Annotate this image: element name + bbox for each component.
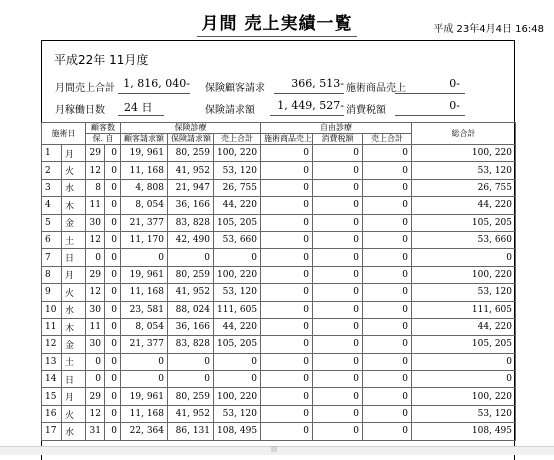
cell-insurance-billing: 83, 828 bbox=[168, 336, 214, 353]
cell-insurance-billing: 80, 259 bbox=[168, 388, 214, 405]
header-grand-total: 総合計 bbox=[412, 123, 516, 145]
cell-grand-total: 53, 120 bbox=[412, 405, 516, 422]
cell-free-subtotal: 0 bbox=[363, 162, 412, 179]
cell-insured-customers: 29 bbox=[86, 388, 105, 405]
cell-insurance-subtotal: 108, 495 bbox=[214, 423, 261, 440]
cell-grand-total: 0 bbox=[412, 371, 516, 388]
cell-grand-total: 100, 220 bbox=[412, 266, 516, 283]
cell-free-customers: 0 bbox=[105, 353, 121, 370]
cell-weekday: 火 bbox=[62, 284, 86, 301]
cell-grand-total: 108, 495 bbox=[412, 423, 516, 440]
consumption-tax-value: 0- bbox=[449, 99, 460, 112]
table-row bbox=[42, 423, 516, 440]
cell-day: 15 bbox=[42, 388, 62, 405]
cell-insurance-subtotal: 0 bbox=[214, 371, 261, 388]
cell-free-customers: 0 bbox=[105, 214, 121, 231]
cell-insured-customers: 12 bbox=[86, 284, 105, 301]
header-consumption-tax: 消費税額 bbox=[313, 134, 363, 145]
table-body bbox=[42, 145, 516, 441]
cell-customer-billing: 19, 961 bbox=[121, 388, 168, 405]
cell-consumption-tax: 0 bbox=[313, 197, 363, 214]
cell-treatment-goods: 0 bbox=[261, 179, 313, 196]
cell-customer-billing: 11, 168 bbox=[121, 162, 168, 179]
monthly-sales-underline bbox=[118, 93, 190, 94]
cell-consumption-tax: 0 bbox=[313, 214, 363, 231]
table-row bbox=[42, 214, 516, 231]
consumption-tax-label: 消費税額 bbox=[346, 105, 386, 116]
cell-grand-total: 111, 605 bbox=[412, 301, 516, 318]
cell-treatment-goods: 0 bbox=[261, 284, 313, 301]
insurance-customer-label: 保険顧客請求 bbox=[205, 83, 265, 94]
cell-day: 3 bbox=[42, 179, 62, 196]
cell-customer-billing: 4, 808 bbox=[121, 179, 168, 196]
cell-insurance-subtotal: 53, 660 bbox=[214, 231, 261, 248]
cell-grand-total: 53, 120 bbox=[412, 162, 516, 179]
cell-grand-total: 100, 220 bbox=[412, 145, 516, 162]
cell-insurance-subtotal: 100, 220 bbox=[214, 266, 261, 283]
table-row bbox=[42, 197, 516, 214]
cell-insured-customers: 31 bbox=[86, 423, 105, 440]
cell-insurance-billing: 41, 952 bbox=[168, 284, 214, 301]
cell-day: 4 bbox=[42, 197, 62, 214]
cell-day: 16 bbox=[42, 405, 62, 422]
cell-day: 2 bbox=[42, 162, 62, 179]
cell-consumption-tax: 0 bbox=[313, 231, 363, 248]
cell-consumption-tax: 0 bbox=[313, 423, 363, 440]
monthly-sales-value: 1, 816, 040- bbox=[123, 77, 190, 90]
cell-free-subtotal: 0 bbox=[363, 266, 412, 283]
cell-day: 13 bbox=[42, 353, 62, 370]
cell-insurance-subtotal: 105, 205 bbox=[214, 214, 261, 231]
cell-insurance-billing: 86, 131 bbox=[168, 423, 214, 440]
cell-consumption-tax: 0 bbox=[313, 249, 363, 266]
cell-insured-customers: 0 bbox=[86, 371, 105, 388]
cell-insurance-billing: 83, 828 bbox=[168, 214, 214, 231]
cell-day: 10 bbox=[42, 301, 62, 318]
scrollbar-grip-icon: ||| bbox=[271, 446, 278, 453]
cell-grand-total: 26, 755 bbox=[412, 179, 516, 196]
cell-treatment-goods: 0 bbox=[261, 214, 313, 231]
header-insurance-billing: 保険請求額 bbox=[168, 134, 214, 145]
cell-free-customers: 0 bbox=[105, 318, 121, 335]
cell-insured-customers: 30 bbox=[86, 214, 105, 231]
cell-weekday: 木 bbox=[62, 197, 86, 214]
cell-customer-billing: 0 bbox=[121, 249, 168, 266]
cell-day: 1 bbox=[42, 145, 62, 162]
header-day: 施術日 bbox=[42, 123, 86, 145]
cell-insured-customers: 12 bbox=[86, 405, 105, 422]
cell-insurance-billing: 0 bbox=[168, 353, 214, 370]
cell-treatment-goods: 0 bbox=[261, 145, 313, 162]
cell-insurance-billing: 41, 952 bbox=[168, 162, 214, 179]
cell-weekday: 水 bbox=[62, 301, 86, 318]
cell-free-customers: 0 bbox=[105, 371, 121, 388]
cell-treatment-goods: 0 bbox=[261, 336, 313, 353]
working-days-value: 24 日 bbox=[124, 101, 153, 114]
cell-customer-billing: 11, 168 bbox=[121, 284, 168, 301]
title-underline bbox=[197, 36, 357, 37]
cell-grand-total: 100, 220 bbox=[412, 388, 516, 405]
cell-weekday: 火 bbox=[62, 405, 86, 422]
cell-free-subtotal: 0 bbox=[363, 284, 412, 301]
cell-free-customers: 0 bbox=[105, 301, 121, 318]
table-row bbox=[42, 371, 516, 388]
cell-consumption-tax: 0 bbox=[313, 301, 363, 318]
cell-weekday: 月 bbox=[62, 388, 86, 405]
cell-insurance-billing: 80, 259 bbox=[168, 145, 214, 162]
cell-customer-billing: 21, 377 bbox=[121, 336, 168, 353]
cell-customer-billing: 19, 961 bbox=[121, 145, 168, 162]
cell-free-customers: 0 bbox=[105, 162, 121, 179]
cell-insurance-subtotal: 53, 120 bbox=[214, 284, 261, 301]
cell-consumption-tax: 0 bbox=[313, 405, 363, 422]
cell-treatment-goods: 0 bbox=[261, 318, 313, 335]
cell-free-customers: 0 bbox=[105, 336, 121, 353]
table-row bbox=[42, 266, 516, 283]
cell-free-subtotal: 0 bbox=[363, 301, 412, 318]
cell-free-customers: 0 bbox=[105, 197, 121, 214]
report-title: 月間 売上実績一覧 bbox=[201, 14, 353, 34]
cell-free-subtotal: 0 bbox=[363, 318, 412, 335]
table-row bbox=[42, 318, 516, 335]
table-row bbox=[42, 249, 516, 266]
cell-insurance-billing: 41, 952 bbox=[168, 405, 214, 422]
cell-weekday: 土 bbox=[62, 353, 86, 370]
cell-grand-total: 53, 660 bbox=[412, 231, 516, 248]
cell-free-subtotal: 0 bbox=[363, 197, 412, 214]
insurance-customer-value: 366, 513- bbox=[291, 77, 344, 90]
cell-treatment-goods: 0 bbox=[261, 353, 313, 370]
cell-insurance-billing: 36, 166 bbox=[168, 197, 214, 214]
cell-insured-customers: 30 bbox=[86, 301, 105, 318]
cell-free-customers: 0 bbox=[105, 388, 121, 405]
cell-grand-total: 53, 120 bbox=[412, 284, 516, 301]
header-insurance-group: 保険診療 bbox=[121, 123, 261, 134]
cell-free-subtotal: 0 bbox=[363, 249, 412, 266]
cell-free-subtotal: 0 bbox=[363, 423, 412, 440]
cell-customer-billing: 19, 961 bbox=[121, 266, 168, 283]
cell-day: 7 bbox=[42, 249, 62, 266]
cell-insurance-billing: 88, 024 bbox=[168, 301, 214, 318]
cell-weekday: 火 bbox=[62, 162, 86, 179]
cell-day: 12 bbox=[42, 336, 62, 353]
cell-day: 11 bbox=[42, 318, 62, 335]
cell-treatment-goods: 0 bbox=[261, 162, 313, 179]
cell-grand-total: 0 bbox=[412, 353, 516, 370]
cell-grand-total: 105, 205 bbox=[412, 214, 516, 231]
cell-insurance-subtotal: 44, 220 bbox=[214, 318, 261, 335]
cell-insurance-subtotal: 100, 220 bbox=[214, 388, 261, 405]
cell-customer-billing: 0 bbox=[121, 371, 168, 388]
cell-weekday: 日 bbox=[62, 371, 86, 388]
cell-treatment-goods: 0 bbox=[261, 249, 313, 266]
cell-consumption-tax: 0 bbox=[313, 179, 363, 196]
cell-consumption-tax: 0 bbox=[313, 145, 363, 162]
cell-insurance-subtotal: 26, 755 bbox=[214, 179, 261, 196]
cell-free-subtotal: 0 bbox=[363, 371, 412, 388]
cell-free-customers: 0 bbox=[105, 405, 121, 422]
working-days-underline bbox=[118, 115, 164, 116]
cell-insured-customers: 11 bbox=[86, 318, 105, 335]
cell-consumption-tax: 0 bbox=[313, 318, 363, 335]
table-row bbox=[42, 145, 516, 162]
cell-insurance-billing: 21, 947 bbox=[168, 179, 214, 196]
table-row bbox=[42, 405, 516, 422]
cell-grand-total: 44, 220 bbox=[412, 318, 516, 335]
cell-insured-customers: 30 bbox=[86, 336, 105, 353]
treatment-goods-underline bbox=[395, 93, 465, 94]
cell-insurance-billing: 0 bbox=[168, 371, 214, 388]
cell-grand-total: 105, 205 bbox=[412, 336, 516, 353]
cell-free-subtotal: 0 bbox=[363, 145, 412, 162]
table-row bbox=[42, 336, 516, 353]
cell-insured-customers: 29 bbox=[86, 266, 105, 283]
cell-customer-billing: 22, 364 bbox=[121, 423, 168, 440]
cell-insured-customers: 0 bbox=[86, 249, 105, 266]
daily-sales-table bbox=[41, 122, 516, 441]
monthly-sales-label: 月間売上合計 bbox=[55, 83, 115, 94]
cell-insurance-subtotal: 0 bbox=[214, 353, 261, 370]
cell-free-customers: 0 bbox=[105, 266, 121, 283]
cell-treatment-goods: 0 bbox=[261, 371, 313, 388]
cell-customer-billing: 8, 054 bbox=[121, 197, 168, 214]
cell-insurance-billing: 42, 490 bbox=[168, 231, 214, 248]
cell-insurance-billing: 80, 259 bbox=[168, 266, 214, 283]
cell-consumption-tax: 0 bbox=[313, 266, 363, 283]
cell-insured-customers: 8 bbox=[86, 179, 105, 196]
cell-weekday: 月 bbox=[62, 145, 86, 162]
header-row-top bbox=[42, 123, 516, 134]
cell-treatment-goods: 0 bbox=[261, 266, 313, 283]
cell-customer-billing: 8, 054 bbox=[121, 318, 168, 335]
cell-customer-billing: 21, 377 bbox=[121, 214, 168, 231]
cell-insurance-billing: 0 bbox=[168, 249, 214, 266]
cell-customer-billing: 0 bbox=[121, 353, 168, 370]
cell-free-subtotal: 0 bbox=[363, 353, 412, 370]
cell-treatment-goods: 0 bbox=[261, 301, 313, 318]
table-row bbox=[42, 231, 516, 248]
cell-free-subtotal: 0 bbox=[363, 231, 412, 248]
header-customer-count-split: 保. 自 bbox=[86, 134, 121, 145]
cell-free-subtotal: 0 bbox=[363, 405, 412, 422]
cell-weekday: 金 bbox=[62, 336, 86, 353]
cell-insured-customers: 12 bbox=[86, 231, 105, 248]
cell-customer-billing: 11, 170 bbox=[121, 231, 168, 248]
cell-free-customers: 0 bbox=[105, 145, 121, 162]
header-free-group: 自由診療 bbox=[261, 123, 412, 134]
insurance-billing-label: 保険請求額 bbox=[205, 105, 255, 116]
cell-grand-total: 44, 220 bbox=[412, 197, 516, 214]
cell-day: 9 bbox=[42, 284, 62, 301]
cell-customer-billing: 23, 581 bbox=[121, 301, 168, 318]
table-row bbox=[42, 284, 516, 301]
cell-free-customers: 0 bbox=[105, 249, 121, 266]
consumption-tax-underline bbox=[395, 115, 465, 116]
cell-free-customers: 0 bbox=[105, 284, 121, 301]
cell-treatment-goods: 0 bbox=[261, 197, 313, 214]
cell-consumption-tax: 0 bbox=[313, 388, 363, 405]
cell-free-subtotal: 0 bbox=[363, 214, 412, 231]
cell-day: 6 bbox=[42, 231, 62, 248]
cell-consumption-tax: 0 bbox=[313, 284, 363, 301]
insurance-billing-value: 1, 449, 527- bbox=[277, 99, 344, 112]
cell-weekday: 木 bbox=[62, 318, 86, 335]
cell-free-subtotal: 0 bbox=[363, 388, 412, 405]
cell-insured-customers: 29 bbox=[86, 145, 105, 162]
cell-grand-total: 0 bbox=[412, 249, 516, 266]
working-days-label: 月稼働日数 bbox=[55, 105, 105, 116]
cell-free-customers: 0 bbox=[105, 231, 121, 248]
cell-insurance-subtotal: 53, 120 bbox=[214, 405, 261, 422]
cell-day: 14 bbox=[42, 371, 62, 388]
cell-weekday: 水 bbox=[62, 423, 86, 440]
cell-day: 5 bbox=[42, 214, 62, 231]
cell-insured-customers: 12 bbox=[86, 162, 105, 179]
cell-insured-customers: 11 bbox=[86, 197, 105, 214]
cell-insurance-subtotal: 111, 605 bbox=[214, 301, 261, 318]
table-row bbox=[42, 388, 516, 405]
cell-insurance-subtotal: 53, 120 bbox=[214, 162, 261, 179]
cell-insured-customers: 0 bbox=[86, 353, 105, 370]
insurance-billing-underline bbox=[270, 115, 344, 116]
cell-insurance-subtotal: 100, 220 bbox=[214, 145, 261, 162]
report-period: 平成22年 11月度 bbox=[54, 53, 149, 67]
cell-insurance-subtotal: 105, 205 bbox=[214, 336, 261, 353]
table-row bbox=[42, 301, 516, 318]
header-customer-count: 顧客数 bbox=[86, 123, 121, 134]
table-row bbox=[42, 179, 516, 196]
cell-consumption-tax: 0 bbox=[313, 371, 363, 388]
insurance-customer-underline bbox=[274, 93, 344, 94]
cell-free-subtotal: 0 bbox=[363, 336, 412, 353]
cell-customer-billing: 11, 168 bbox=[121, 405, 168, 422]
table-row bbox=[42, 162, 516, 179]
cell-day: 17 bbox=[42, 423, 62, 440]
cell-treatment-goods: 0 bbox=[261, 423, 313, 440]
cell-weekday: 水 bbox=[62, 179, 86, 196]
cell-weekday: 月 bbox=[62, 266, 86, 283]
cell-day: 8 bbox=[42, 266, 62, 283]
cell-insurance-subtotal: 44, 220 bbox=[214, 197, 261, 214]
table-row bbox=[42, 353, 516, 370]
cell-consumption-tax: 0 bbox=[313, 162, 363, 179]
cell-weekday: 土 bbox=[62, 231, 86, 248]
header-customer-billing: 顧客請求額 bbox=[121, 134, 168, 145]
header-treatment-goods: 施術商品売上 bbox=[261, 134, 313, 145]
cell-insurance-billing: 36, 166 bbox=[168, 318, 214, 335]
printed-at: 平成 23年4月4日 16:48 bbox=[433, 24, 544, 35]
cell-consumption-tax: 0 bbox=[313, 336, 363, 353]
cell-weekday: 金 bbox=[62, 214, 86, 231]
treatment-goods-label: 施術商品売上 bbox=[346, 83, 406, 94]
cell-weekday: 日 bbox=[62, 249, 86, 266]
cell-free-subtotal: 0 bbox=[363, 179, 412, 196]
treatment-goods-value: 0- bbox=[449, 77, 460, 90]
cell-treatment-goods: 0 bbox=[261, 231, 313, 248]
cell-treatment-goods: 0 bbox=[261, 388, 313, 405]
header-free-subtotal: 売上合計 bbox=[363, 134, 412, 145]
cell-consumption-tax: 0 bbox=[313, 353, 363, 370]
cell-free-customers: 0 bbox=[105, 423, 121, 440]
cell-treatment-goods: 0 bbox=[261, 405, 313, 422]
cell-insurance-subtotal: 0 bbox=[214, 249, 261, 266]
cell-free-customers: 0 bbox=[105, 179, 121, 196]
header-insurance-subtotal: 売上合計 bbox=[214, 134, 261, 145]
